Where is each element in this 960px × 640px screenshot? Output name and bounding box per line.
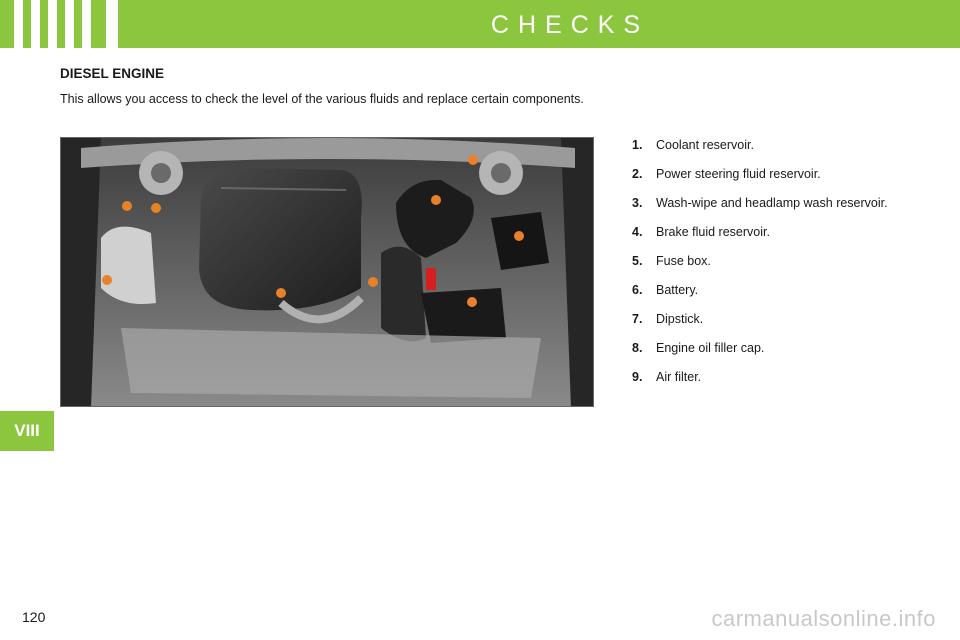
legend-item	[632, 335, 932, 361]
legend-item	[632, 364, 932, 390]
legend-text: Engine oil filler cap.	[656, 341, 765, 355]
legend-item	[632, 161, 932, 187]
watermark: carmanualsonline.info	[711, 606, 936, 631]
legend-text: Coolant reservoir.	[656, 138, 754, 152]
header-stripe	[48, 0, 57, 48]
legend-number: 1.	[632, 138, 643, 152]
marker-icon	[102, 275, 112, 285]
legend-number: 4.	[632, 225, 643, 239]
legend-item	[632, 190, 932, 216]
legend-item	[632, 306, 932, 332]
engine-bay-illustration	[61, 138, 594, 407]
header-stripe	[31, 0, 40, 48]
page-title: CHECKS	[490, 11, 650, 39]
legend-item	[632, 248, 932, 274]
legend-number: 8.	[632, 341, 643, 355]
marker-icon	[151, 203, 161, 213]
legend-number: 3.	[632, 196, 643, 210]
legend-number: 6.	[632, 283, 643, 297]
legend-number: 9.	[632, 370, 643, 384]
header-stripe	[14, 0, 23, 48]
chapter-tab: VIII	[0, 411, 54, 451]
marker-icon	[368, 277, 378, 287]
engine-bay-photo	[60, 137, 594, 407]
component-legend	[632, 132, 932, 393]
marker-icon	[514, 231, 524, 241]
intro-text: This allows you access to check the level of the various fluids and replace certain components.	[60, 92, 584, 106]
legend-text: Brake fluid reservoir.	[656, 225, 770, 239]
legend-text: Power steering fluid reservoir.	[656, 167, 821, 181]
legend-text: Battery.	[656, 283, 699, 297]
section-heading: DIESEL ENGINE	[60, 66, 165, 81]
marker-icon	[431, 195, 441, 205]
marker-icon	[276, 288, 286, 298]
header-bar	[0, 0, 960, 48]
legend-item	[632, 277, 932, 303]
legend-item	[632, 219, 932, 245]
page-number: 120	[22, 609, 46, 625]
marker-icon	[122, 201, 132, 211]
legend-text: Air filter.	[656, 370, 702, 384]
legend-number: 2.	[632, 167, 643, 181]
legend-text: Wash-wipe and headlamp wash reservoir.	[656, 196, 888, 210]
legend-item	[632, 132, 932, 158]
legend-number: 5.	[632, 254, 643, 268]
header-stripe	[106, 0, 118, 48]
marker-icon	[467, 297, 477, 307]
marker-icon	[468, 155, 478, 165]
legend-number: 7.	[632, 312, 643, 326]
header-stripe	[65, 0, 74, 48]
legend-text: Fuse box.	[656, 254, 711, 268]
legend-text: Dipstick.	[656, 312, 704, 326]
header-stripe	[82, 0, 91, 48]
